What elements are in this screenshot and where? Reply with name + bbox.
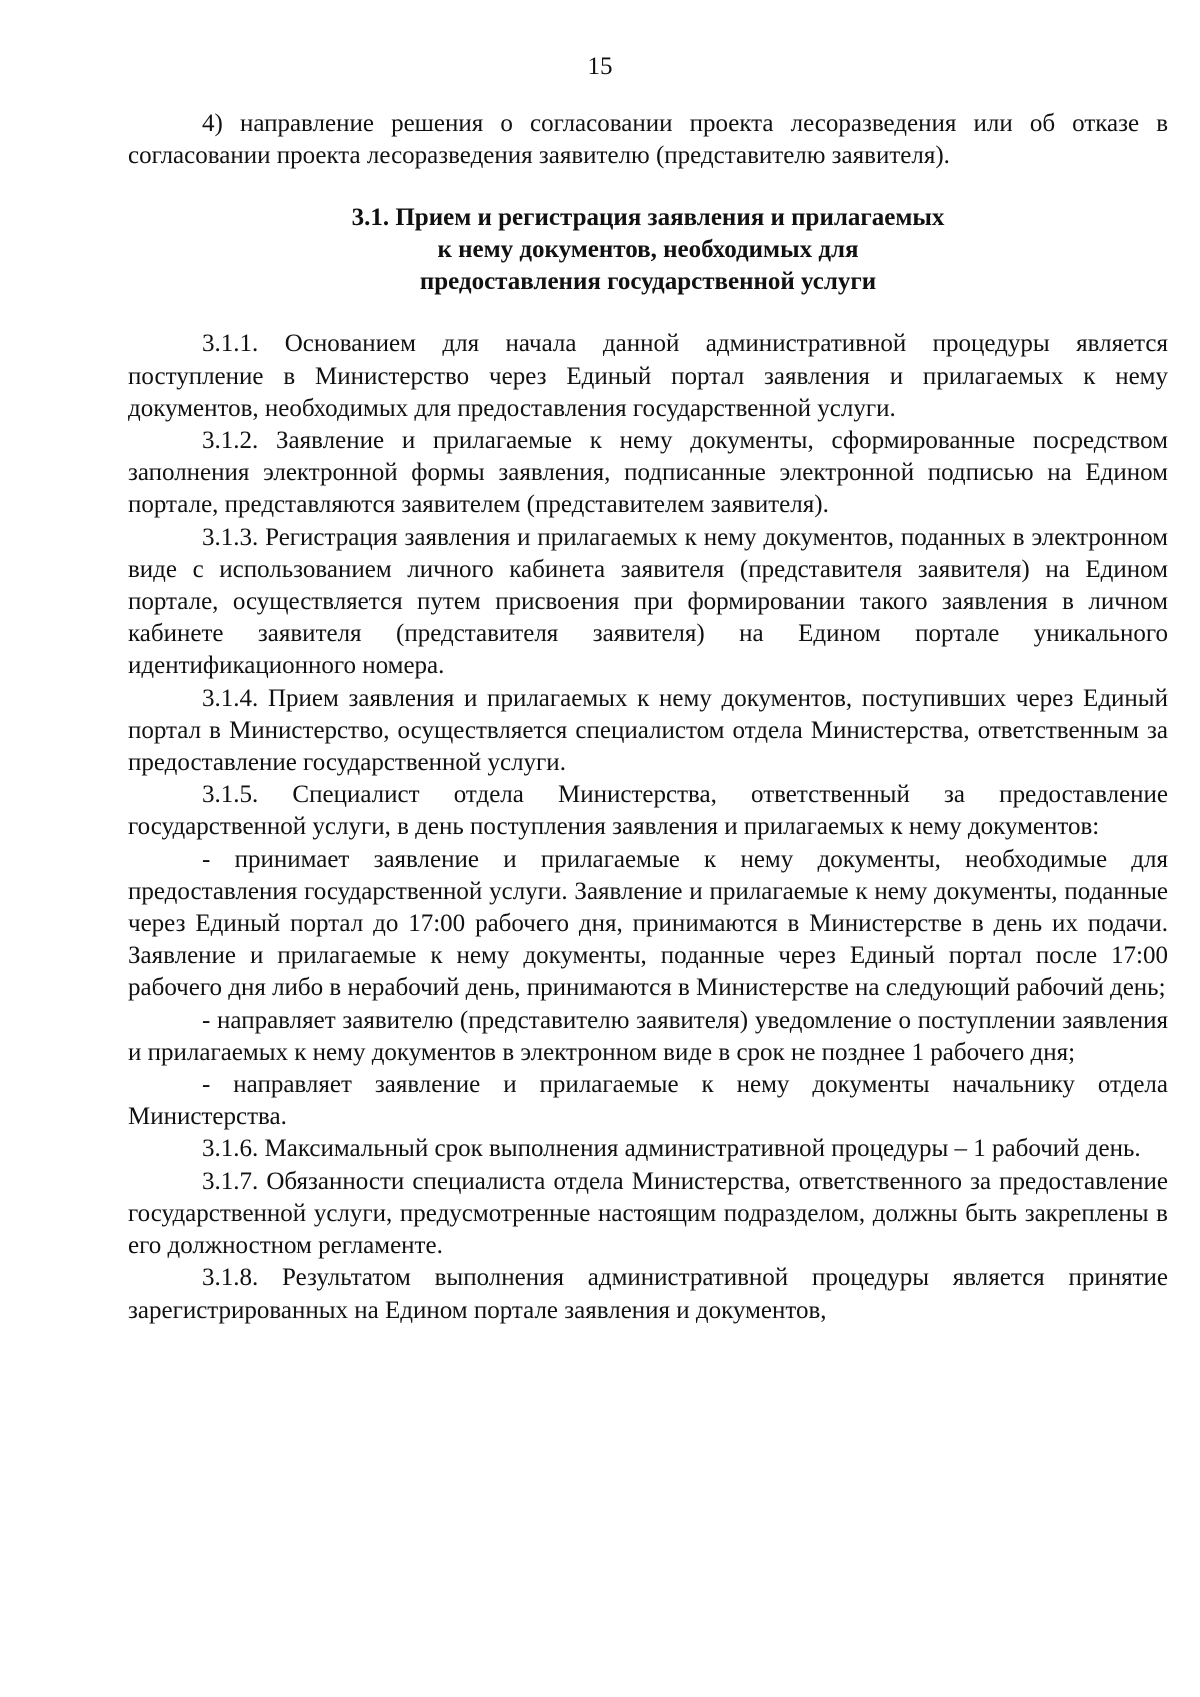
paragraph-3-1-1: 3.1.1. Основанием для начала данной административной процедуры является поступление в Министерство через Единый портал заявления и прилагаемых к нему документов, необходимых для предоставления государственной услуги. <box>128 330 1168 422</box>
paragraph-3-1-7: 3.1.7. Обязанности специалиста отдела Министерства, ответственного за предоставление государственной услуги, предусмотренные настоящим подразделом, должны быть закреплены в его должностном регламенте. <box>128 1167 1168 1260</box>
paragraph-3-1-5: 3.1.5. Специалист отдела Министерства, ответственный за предоставление государственной услуги, в день поступления заявления и прилагаемых к нему документов: <box>128 781 1168 841</box>
section-heading-line-3: предоставления государственной услуги <box>419 268 877 296</box>
paragraph-3-1-8: 3.1.8. Результатом выполнения административной процедуры является принятие зарегистрированных на Едином портале заявления и документов, <box>128 1264 1168 1324</box>
paragraph-3-1-6: 3.1.6. Максимальный срок выполнения административной процедуры – 1 рабочий день. <box>202 1135 1141 1163</box>
section-heading-line-2: к нему документов, необходимых для <box>437 236 859 264</box>
list-item-notify: - направляет заявителю (представителю заявителя) уведомление о поступлении заявления и прилагаемых к нему документов в электронном виде в срок не позднее 1 рабочего дня; <box>128 1006 1168 1066</box>
page-number: 15 <box>587 53 613 80</box>
paragraph-3-1-4: 3.1.4. Прием заявления и прилагаемых к нему документов, поступивших через Единый портал в Министерство, осуществляется специалистом отдела Министерства, ответственным за предоставление государственной услуги. <box>128 684 1168 777</box>
list-item-forward: - направляет заявление и прилагаемые к нему документы начальнику отдела Министерства. <box>128 1071 1168 1131</box>
paragraph-3-1-2: 3.1.2. Заявление и прилагаемые к нему документы, сформированные посредством заполнения электронной формы заявления, подписанные электронной подписью на Едином портале, представляются заявителем (представителем заявителя). <box>128 427 1168 519</box>
list-item-accept: - принимает заявление и прилагаемые к нему документы, необходимые для предоставления государственной услуги. Заявление и прилагаемые к нему документы, поданные через Единый портал до 17:00 рабочего дня, принимаются в Министерстве в день их подачи. Заявление и прилагаемые к нему документы, поданные через Единый портал после 17:00 рабочего дня либо в нерабочий день, принимаются в Министерстве на следующий рабочий день; <box>128 845 1168 1002</box>
intro-paragraph: 4) направление решения о согласовании проекта лесоразведения или об отказе в согласовании проекта лесоразведения заявителю (представителю заявителя). <box>128 110 1168 170</box>
paragraph-3-1-3: 3.1.3. Регистрация заявления и прилагаемых к нему документов, поданных в электронном виде с использованием личного кабинета заявителя (представителя заявителя) на Едином портале, осуществляется путем присвоения при формировании такого заявления в личном кабинете заявителя (представителя заявителя) на Едином портале уникального идентификационного номера. <box>128 523 1168 680</box>
document-body <box>128 108 1168 1327</box>
section-heading <box>128 202 1168 298</box>
section-heading-line-1: 3.1. Прием и регистрация заявления и прилагаемых <box>351 204 945 232</box>
